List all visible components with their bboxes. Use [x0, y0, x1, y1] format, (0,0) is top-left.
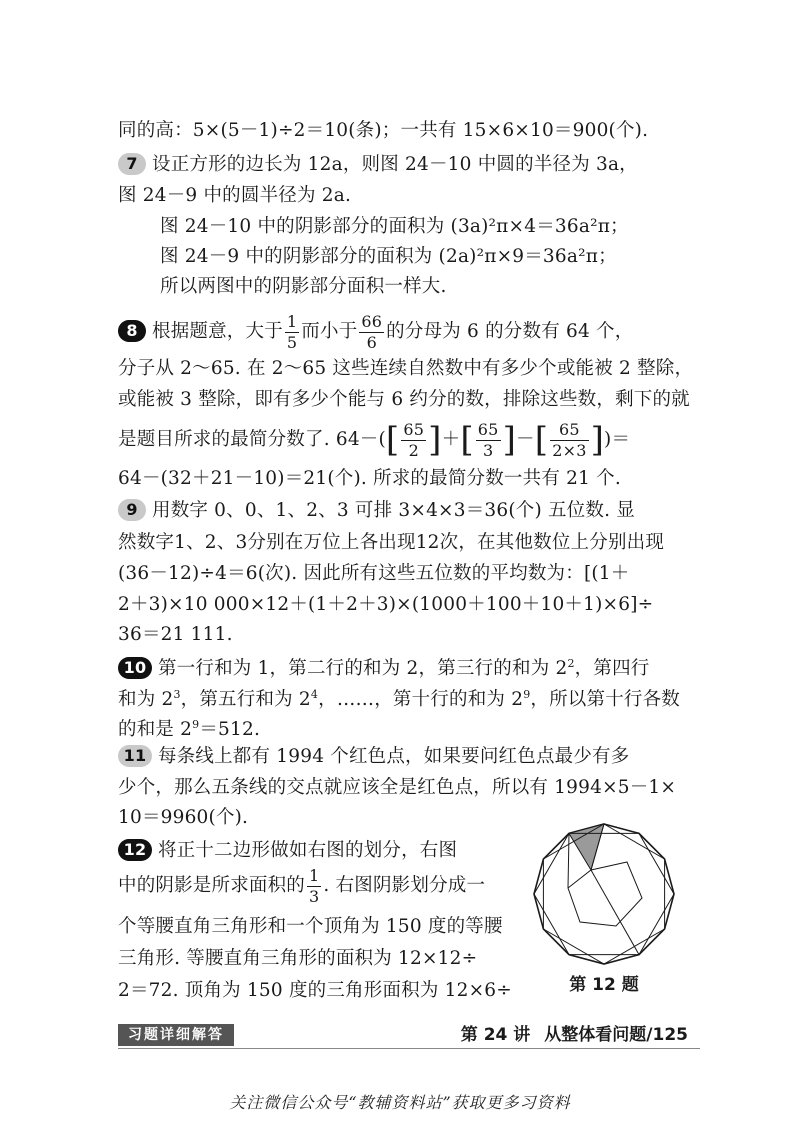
- text-line: [118, 496, 700, 526]
- text-line: 所以两图中的阴影部分面积一样大.: [160, 276, 447, 297]
- text-line: 图 24－9 中的阴影部分的面积为 (2a)²π×9＝36a²π；: [160, 246, 617, 267]
- text-line: 三角形. 等腰直角三角形的面积为 12×12÷: [118, 948, 478, 969]
- problem-number-badge: 12: [118, 839, 152, 861]
- text-span: 的分母为 6 的分数有 64 个，: [386, 321, 634, 342]
- page-number: /125: [646, 1025, 688, 1045]
- problem-number-badge: 7: [118, 153, 146, 175]
- chapter-title: 从整体看问题: [544, 1025, 647, 1045]
- text-span: ＝512.: [199, 719, 261, 741]
- operator: ＋: [441, 429, 461, 450]
- text-line: 少个，那么五条线的交点就应该全是红色点，所以有 1994×5－1×: [118, 777, 677, 798]
- text-line: 64－(32＋21－10)＝21(个). 所求的最简分数一共有 21 个.: [118, 468, 621, 489]
- footer-section-tag: 习题详细解答: [118, 1024, 234, 1046]
- text-line: 2＋3)×10 000×12＋(1＋2＋3)×(1000＋100＋10＋1)×6]÷: [118, 594, 654, 615]
- chapter-number: 第 24 讲: [460, 1025, 531, 1045]
- text-line: (36－12)÷4＝6(次). 因此所有这些五位数的平均数为：[(1＋: [118, 563, 630, 584]
- text-line: 分子从 2～65. 在 2～65 这些连续自然数中有多少个或能被 2 整除，: [118, 358, 694, 379]
- text-span: 设正方形的边长为 12a，则图 24－10 中圆的半径为 3a，: [152, 154, 638, 175]
- dissection-lines: [534, 824, 674, 964]
- text-span: 将正十二边形做如右图的划分，右图: [158, 840, 458, 861]
- text-span: 每条线上都有 1994 个红色点，如果要问红色点最少有多: [158, 746, 630, 767]
- text-span: 而小于: [301, 321, 358, 342]
- text-line: 同的高：5×(5－1)÷2＝10(条)；一共有 15×6×10＝900(个).: [118, 120, 649, 141]
- text-line: [118, 710, 700, 745]
- watermark-text: 关注微信公众号“教辅资料站”获取更多习资料: [229, 1093, 571, 1112]
- text-line: [118, 649, 700, 684]
- superscript: 4: [310, 688, 319, 701]
- dodecagon-figure: [532, 822, 676, 966]
- text-line: 然数字1、2、3分别在万位上各出现12次，在其他数位上分别出现: [118, 532, 665, 553]
- text-span: )＝: [604, 429, 631, 450]
- problem-number-badge: 8: [118, 320, 146, 342]
- text-span: . 右图阴影划分成一: [323, 875, 486, 896]
- text-line: [118, 866, 520, 906]
- text-line: [118, 836, 510, 866]
- fraction: $\frac{65}{3}$: [477, 419, 499, 460]
- text-line: 图 24－10 中的阴影部分的面积为 (3a)²π×4＝36a²π；: [160, 216, 629, 237]
- operator: －: [516, 429, 535, 450]
- text-span: ，第四行: [574, 658, 650, 680]
- text-span: ，第五行和为 2: [180, 689, 311, 711]
- text-line: 是题目所求的最简分数了. 64－([ $\frac{65}{2}$ ]＋[ $\frac{65}{3}$ ]－[ $\frac{65}{2\times 3}$ ])＝: [118, 419, 631, 460]
- text-line: 个等腰直角三角形和一个顶角为 150 度的等腰: [118, 916, 503, 937]
- text-line: [118, 150, 700, 180]
- fraction: $\frac{65}{2\times 3}$: [552, 419, 587, 460]
- text-line: 2＝72. 顶角为 150 度的三角形面积为 12×6÷: [118, 980, 512, 1001]
- text-span: 是题目所求的最简分数了. 64－(: [118, 429, 386, 450]
- fraction: $\frac{66}{6}$: [361, 311, 383, 352]
- text-span: 的和是 2: [118, 719, 193, 741]
- shaded-region: [569, 824, 604, 870]
- superscript: 9: [523, 688, 531, 701]
- superscript: 3: [173, 688, 181, 701]
- text-span: 用数字 0、0、1、2、3 可排 3×4×3＝36(个) 五位数. 显: [152, 500, 635, 521]
- superscript: 2: [567, 657, 575, 670]
- text-line: [118, 312, 700, 352]
- text-span: 和为 2: [118, 689, 174, 711]
- text-span: 中的阴影是所求面积的: [118, 875, 306, 896]
- text-span: ，……，第十行的和为 2: [318, 689, 524, 711]
- text-line: 10＝9960(个).: [118, 807, 249, 828]
- fraction: $\frac{1}{5}$: [286, 311, 298, 352]
- dodecagon-outline: [534, 824, 674, 964]
- fraction: $\frac{1}{3}$: [309, 865, 320, 906]
- text-span: 第一行和为 1，第二行的和为 2，第三行的和为 2: [158, 658, 568, 680]
- text-line: 图 24－9 中的圆半径为 2a.: [118, 185, 352, 206]
- problem-number-badge: 9: [118, 499, 146, 521]
- text-line: 或能被 3 整除，即有多少个能与 6 约分的数，排除这些数，剩下的就: [118, 389, 690, 410]
- running-footer: [461, 1022, 688, 1048]
- text-span: ，所以第十行各数: [530, 689, 680, 711]
- text-line: [118, 742, 700, 772]
- footer-rule: [118, 1048, 700, 1049]
- superscript: 9: [192, 718, 200, 731]
- problem-number-badge: 11: [118, 745, 152, 767]
- problem-number-badge: 10: [118, 657, 152, 679]
- text-span: 根据题意，大于: [152, 321, 283, 342]
- text-line: 36＝21 111.: [118, 624, 233, 645]
- figure-caption: 第 12 题: [569, 975, 639, 995]
- fraction: $\frac{65}{2}$: [403, 419, 425, 460]
